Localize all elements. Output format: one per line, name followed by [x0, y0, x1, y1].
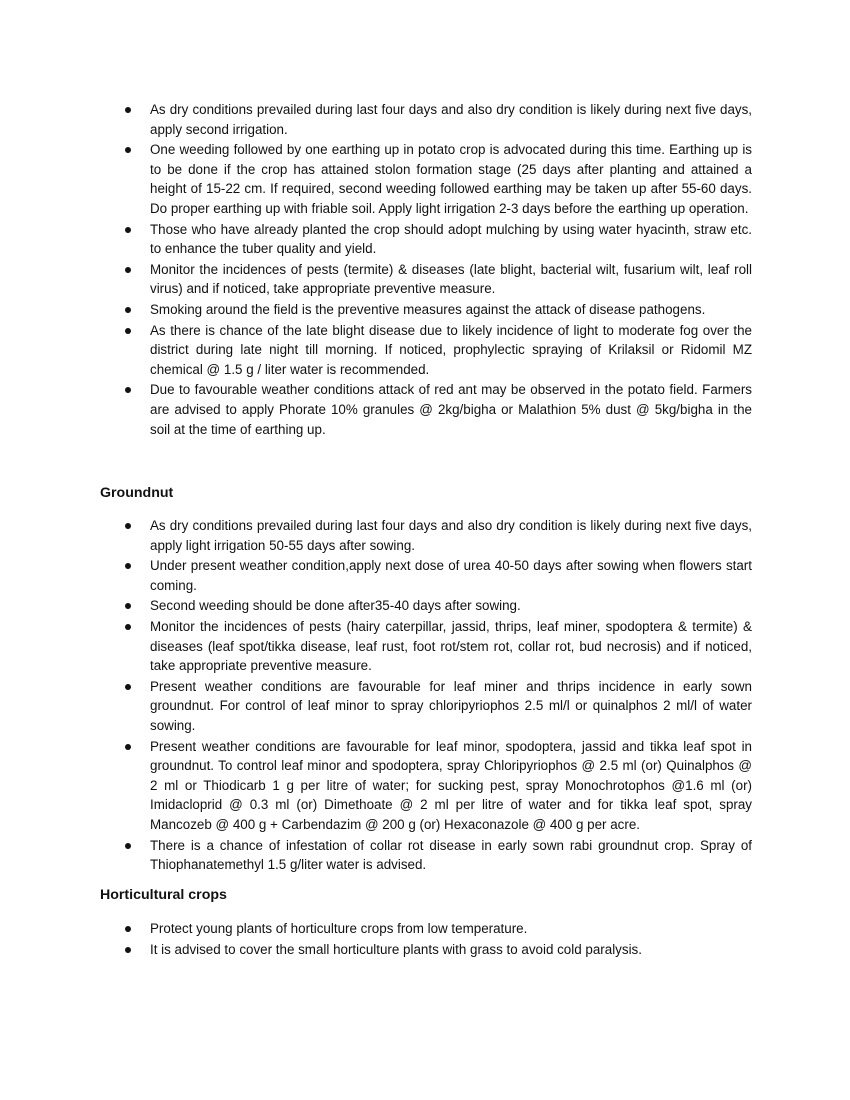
list-item [100, 300, 752, 320]
bullet-icon [125, 147, 131, 153]
horticultural-heading: Horticultural crops [100, 887, 227, 903]
list-item-text: As there is chance of the late blight disease due to likely incidence of light to moderate fog over the district during late night till morning. If noticed, prophylectic spraying of Krilaksil or Ridomil MZ chemical @ 1.5 g / liter water is recommended. [150, 322, 752, 377]
list-item [100, 836, 752, 875]
potato-advisory-list [100, 100, 752, 440]
list-item [100, 940, 752, 960]
list-item-text: Due to favourable weather conditions attack of red ant may be observed in the potato field. Farmers are advised to apply Phorate 10% granules @ 2kg/bigha or Malathion 5% dust @ 5kg/bigha in the soil at the time of earthing up. [150, 382, 752, 437]
horticultural-advisory-list [100, 919, 752, 960]
list-item-text: It is advised to cover the small horticulture plants with grass to avoid cold paralysis. [150, 941, 642, 957]
list-item [100, 919, 752, 939]
bullet-icon [125, 328, 131, 334]
list-item-text: As dry conditions prevailed during last four days and also dry condition is likely during next five days, apply second irrigation. [150, 102, 752, 137]
list-item [100, 140, 752, 218]
list-item [100, 516, 752, 555]
list-item-text: Those who have already planted the crop should adopt mulching by using water hyacinth, straw etc. to enhance the tuber quality and yield. [150, 221, 752, 257]
list-item [100, 321, 752, 380]
bullet-icon [125, 843, 131, 849]
list-item [100, 380, 752, 439]
list-item-text: Smoking around the field is the preventive measures against the attack of disease pathogens. [150, 301, 706, 317]
groundnut-advisory-list [100, 516, 752, 876]
list-item [100, 260, 752, 299]
bullet-icon [125, 523, 131, 529]
list-item [100, 220, 752, 259]
list-item-text: Monitor the incidences of pests (hairy caterpillar, jassid, thrips, leaf miner, spodoptera & termite) & diseases (leaf spot/tikka disease, leaf rust, foot rot/stem rot, collar rot, bud necrosis) and if noticed, take appropriate preventive measure. [150, 618, 752, 674]
list-item [100, 596, 752, 616]
list-item-text: As dry conditions prevailed during last four days and also dry condition is likely during next five days, apply light irrigation 50-55 days after sowing. [150, 518, 752, 553]
list-item-text: Present weather conditions are favourable for leaf minor, spodoptera, jassid and tikka leaf spot in groundnut. To control leaf minor and spodoptera, spray Chloripyriophos @ 2.5 ml (or) Quinalphos @ 2 ml or Thiodicarb 1 g per litre of water; for sucking pest, spray Monochrotophos @1.6 ml (or) Imidacloprid @ 0.3 ml (or) Dimethoate @ 2 ml per litre of water and for tikka leaf spot, spray Mancozeb @ 400 g + Carbendazim @ 200 g (or) Hexaconazole @ 400 g per acre. [150, 738, 752, 832]
bullet-icon [125, 107, 131, 113]
bullet-icon [125, 267, 131, 273]
list-item-text: One weeding followed by one earthing up in potato crop is advocated during this time. Earthing up is to be done if the crop has attained stolon formation stage (25 days after planting and attained a height of 15-22 cm. If required, second weeding followed earthing may be taken up after 55-60 days. Do proper earthing up with friable soil. Apply light irrigation 2-3 days before the earthing up operation. [150, 142, 752, 216]
list-item [100, 737, 752, 835]
bullet-icon [125, 387, 131, 393]
bullet-icon [125, 624, 131, 630]
bullet-icon [125, 603, 131, 609]
bullet-icon [125, 684, 131, 690]
list-item [100, 677, 752, 736]
list-item [100, 556, 752, 595]
bullet-icon [125, 744, 131, 750]
list-item [100, 617, 752, 676]
list-item-text: Present weather conditions are favourable for leaf miner and thrips incidence in early sown groundnut. For control of leaf minor to spray chloripyriophos 2.5 ml/l or quinalphos 2 ml/l of water sowing. [150, 678, 752, 733]
list-item-text: Second weeding should be done after35-40 days after sowing. [150, 598, 521, 614]
bullet-icon [125, 947, 131, 953]
list-item-text: Monitor the incidences of pests (termite) & diseases (late blight, bacterial wilt, fusarium wilt, leaf roll virus) and if noticed, take appropriate preventive measure. [150, 261, 752, 297]
bullet-icon [125, 926, 131, 932]
groundnut-heading: Groundnut [100, 485, 174, 501]
bullet-icon [125, 227, 131, 233]
bullet-icon [125, 563, 131, 569]
list-item [100, 100, 752, 139]
list-item-text: Under present weather condition,apply next dose of urea 40-50 days after sowing when flowers start coming. [150, 558, 752, 593]
bullet-icon [125, 307, 131, 313]
list-item-text: Protect young plants of horticulture crops from low temperature. [150, 921, 528, 936]
list-item-text: There is a chance of infestation of collar rot disease in early sown rabi groundnut crop. Spray of Thiophanatemethyl 1.5 g/liter water is advised. [150, 837, 752, 873]
